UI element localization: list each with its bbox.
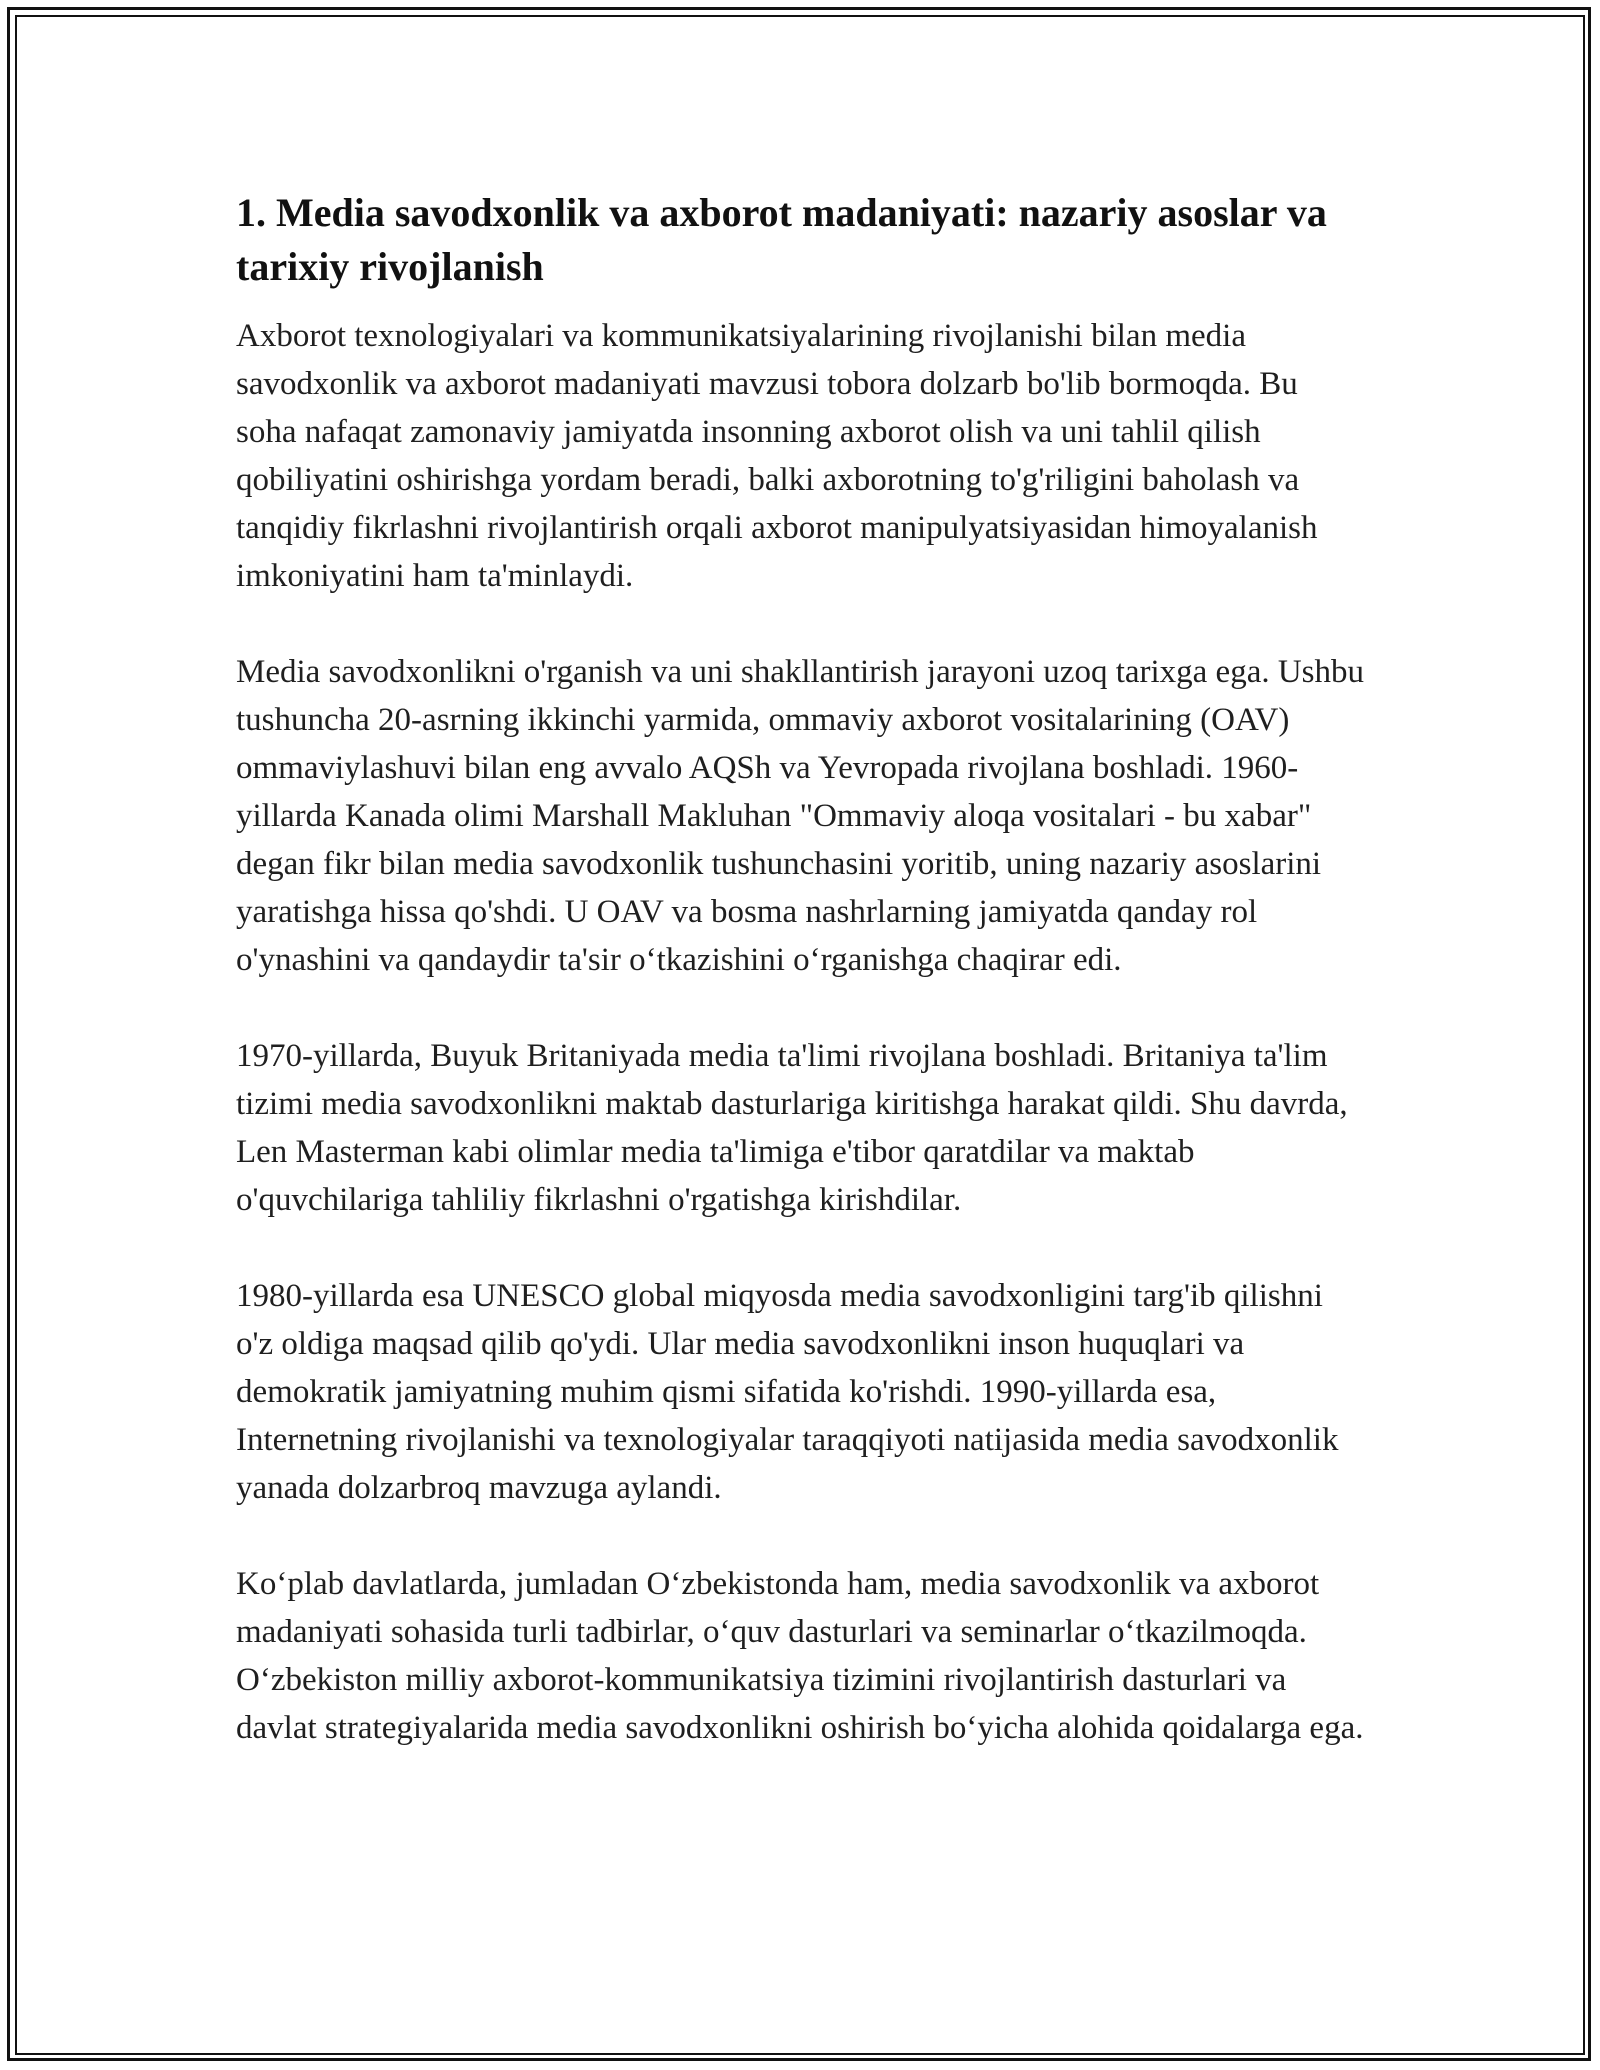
document-body — [236, 186, 1366, 1800]
paragraph-4: 1980-yillarda esa UNESCO global miqyosda media savodxonligini targ'ib qilishni o'z oldiga maqsad qilib qo'ydi. Ular media savodxonlikni inson huquqlari va demokratik jamiyatning muhim qismi sifatida ko'rishdi. 1990-yillarda esa, Internetning rivojlanishi va texnologiyalar taraqqiyoti natijasida media savodxonlik yanada dolzarbroq mavzuga aylandi. — [236, 1278, 1339, 1506]
paragraph-2: Media savodxonlikni o'rganish va uni shakllantirish jarayoni uzoq tarixga ega. Ushbu tushuncha 20-asrning ikkinchi yarmida, ommaviy axborot vositalarining (OAV) ommaviylashuvi bilan eng avvalo AQSh va Yevropada rivojlana boshladi. 1960-yillarda Kanada olimi Marshall Makluhan "Ommaviy aloqa vositalari - bu xabar" degan fikr bilan media savodxonlik tushunchasini yoritib, uning nazariy asoslarini yaratishga hissa qo'shdi. U OAV va bosma nashrlarning jamiyatda qanday rol o'ynashini va qandaydir ta'sir o‘tkazishini o‘rganishga chaqirar edi. — [236, 654, 1365, 978]
paragraph-3: 1970-yillarda, Buyuk Britaniyada media ta'limi rivojlana boshladi. Britaniya ta'lim tizimi media savodxonlikni maktab dasturlariga kiritishga harakat qildi. Shu davrda, Len Masterman kabi olimlar media ta'limiga e'tibor qaratdilar va maktab o'quvchilariga tahliliy fikrlashni o'rgatishga kirishdilar. — [236, 1038, 1348, 1218]
paragraph-1: Axborot texnologiyalari va kommunikatsiyalarining rivojlanishi bilan media savodxonlik va axborot madaniyati mavzusi tobora dolzarb bo'lib bormoqda. Bu soha nafaqat zamonaviy jamiyatda insonning axborot olish va uni tahlil qilish qobiliyatini oshirishga yordam beradi, balki axborotning to'g'riligini baholash va tanqidiy fikrlashni rivojlantirish orqali axborot manipulyatsiyasidan himoyalanish imkoniyatini ham ta'minlaydi. — [236, 318, 1318, 594]
paragraph-5: Ko‘plab davlatlarda, jumladan O‘zbekistonda ham, media savodxonlik va axborot madaniyati sohasida turli tadbirlar, o‘quv dasturlari va seminarlar o‘tkazilmoqda. O‘zbekiston milliy axborot-kommunikatsiya tizimini rivojlantirish dasturlari va davlat strategiyalarida media savodxonlikni oshirish bo‘yicha alohida qoidalarga ega. — [236, 1566, 1364, 1746]
section-heading: 1. Media savodxonlik va axborot madaniyati: nazariy asoslar va tarixiy rivojlanish — [236, 190, 1327, 289]
